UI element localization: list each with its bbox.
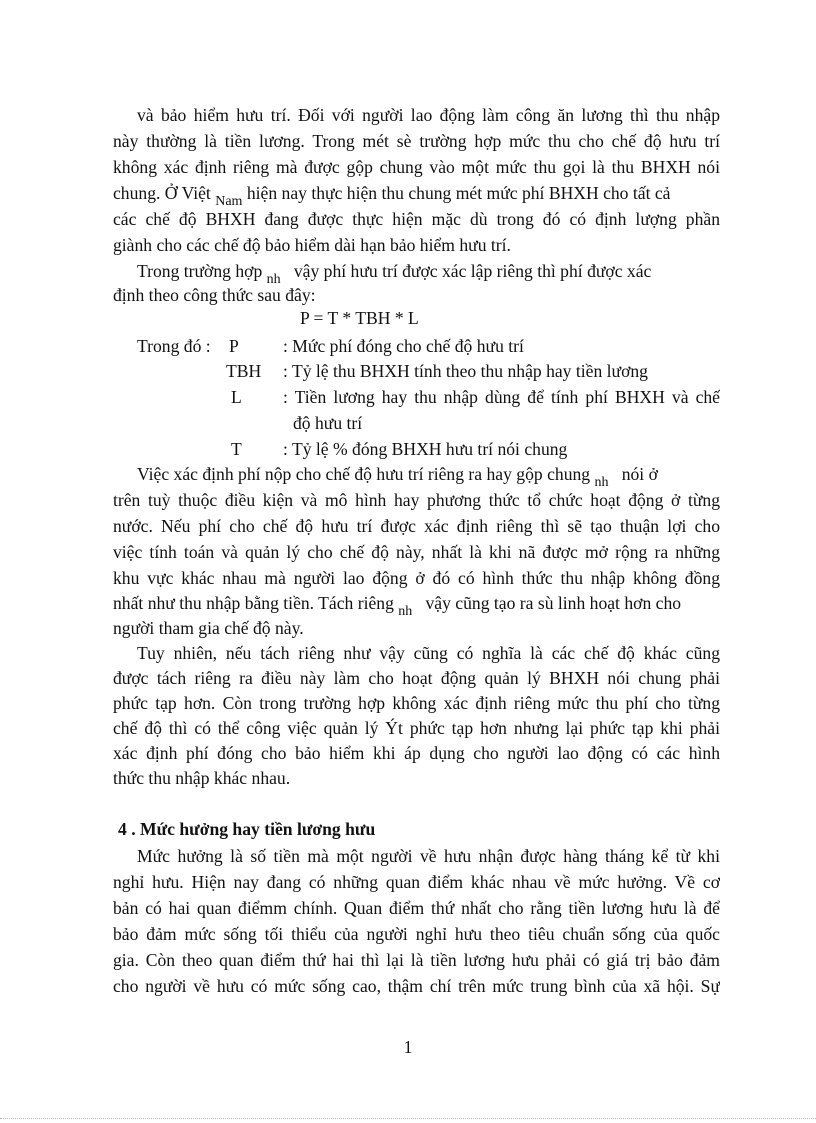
paragraph-line: nước. Nếu phí cho chế độ hưu trí được xác định riêng thì sẽ tạo thuận lợi cho [113,516,720,536]
page-number: 1 [403,1037,413,1057]
subscript-text: nh [266,272,281,287]
paragraph-line: bản có hai quan điểmm chính. Quan điểm thứ nhất cho rằng tiền lương hưu là để [113,898,720,918]
paragraph-line: chế độ thì có thể công việc quản lý Ýt phức tạp hơn nhưng lại phức tạp khi phải [113,718,720,738]
paragraph-line: bảo đảm mức sống tối thiểu của người nghỉ hưu theo tiêu chuẩn sống của quốc [113,924,720,944]
term-symbol: TBH [226,361,262,381]
paragraph-line: nghỉ hưu. Hiện nay đang có những quan điểm khác nhau về mức hưởng. Về cơ [113,872,720,892]
definitions-intro: Trong đó : [137,336,211,356]
paragraph-line: thức thu nhập khác nhau. [113,768,291,788]
section-heading: 4 . Mức hưởng hay tiền lương hưu [118,819,376,839]
paragraph-line: xác định phí đóng cho bảo hiểm khi áp dụng cho người lao động có các hình [113,743,720,763]
text-run: nói ở [621,464,658,484]
paragraph-line: khu vực khác nhau mà người lao động ở đó có hình thức thu nhập không đồng [113,568,720,588]
paragraph-line: Mức hưởng là số tiền mà một người về hưu nhận được hàng tháng kể từ khi [137,846,720,866]
term-description: : Tiền lương hay thu nhập dùng để tính phí BHXH và chế [283,387,720,407]
text-run: vậy cũng tạo ra sù linh hoạt hơn cho [425,593,682,613]
paragraph-line: các chế độ BHXH đang được thực hiện mặc dù trong đó có định lượng phần [113,209,720,229]
paragraph-line: định theo công thức sau đây: [113,285,316,305]
term-symbol: T [231,439,242,459]
text-run: nhất như thu nhập bằng tiền. Tách riêng [113,593,394,613]
subscript-text: Nam [215,194,243,209]
paragraph-line [137,461,720,490]
term-symbol: L [231,387,242,407]
paragraph-line [113,590,720,619]
text-run: Việc xác định phí nộp cho chế độ hưu trí riêng ra hay gộp chung [137,464,591,484]
term-description: : Tỷ lệ % đóng BHXH hưu trí nói chung [283,439,568,459]
text-run: hiện nay thực hiện thu chung mét mức phí BHXH cho tất cả [246,183,671,203]
term-description: : Mức phí đóng cho chế độ hưu trí [283,336,524,356]
text-run: vậy phí hưu trí được xác lập riêng thì phí được xác [293,261,652,281]
term-symbol: P [229,336,239,356]
paragraph-line: và bảo hiểm hưu trí. Đối với người lao động làm công ăn lương thì thu nhập [137,105,720,125]
subscript-text: nh [594,475,609,490]
paragraph-line: này thường là tiền lương. Trong mét sè trường hợp mức thu cho chế độ hưu trí [113,131,720,151]
term-description: : Tỷ lệ thu BHXH tính theo thu nhập hay tiền lương [283,361,648,381]
formula: P = T * TBH * L [300,308,419,328]
paragraph-line [113,180,720,209]
paragraph-line: người tham gia chế độ này. [113,618,304,638]
paragraph-line: giành cho các chế độ bảo hiểm dài hạn bảo hiểm hưu trí. [113,235,511,255]
paragraph-line: cho người về hưu có mức sống cao, thậm chí trên mức trung bình của xã hội. Sự [113,976,720,996]
page-edge-divider [0,1118,816,1119]
paragraph-line: Tuy nhiên, nếu tách riêng như vậy cũng có nghĩa là các chế độ khác cũng [137,643,720,663]
paragraph-line: trên tuỳ thuộc điều kiện và mô hình hay phương thức tổ chức hoạt động ở từng [113,490,720,510]
paragraph-line: được tách riêng ra điều này làm cho hoạt động quản lý BHXH nói chung phải [113,668,720,688]
text-run: chung. Ở Việt [113,183,211,203]
paragraph-line: việc tính toán và quản lý cho chế độ này, nhất là khi nã được mở rộng ra những [113,542,720,562]
paragraph-line [137,258,720,287]
paragraph-line: gia. Còn theo quan điểm thứ hai thì lại là tiền lương hưu phải có giá trị bảo đảm [113,950,720,970]
subscript-text: nh [398,604,413,619]
term-description-continued: độ hưu trí [293,413,363,433]
paragraph-line: không xác định riêng mà được gộp chung vào một mức thu gọi là thu BHXH nói [113,157,720,177]
paragraph-line: phức tạp hơn. Còn trong trường hợp không xác định riêng mức thu phí cho từng [113,693,720,713]
text-run: Trong trường hợp [137,261,263,281]
